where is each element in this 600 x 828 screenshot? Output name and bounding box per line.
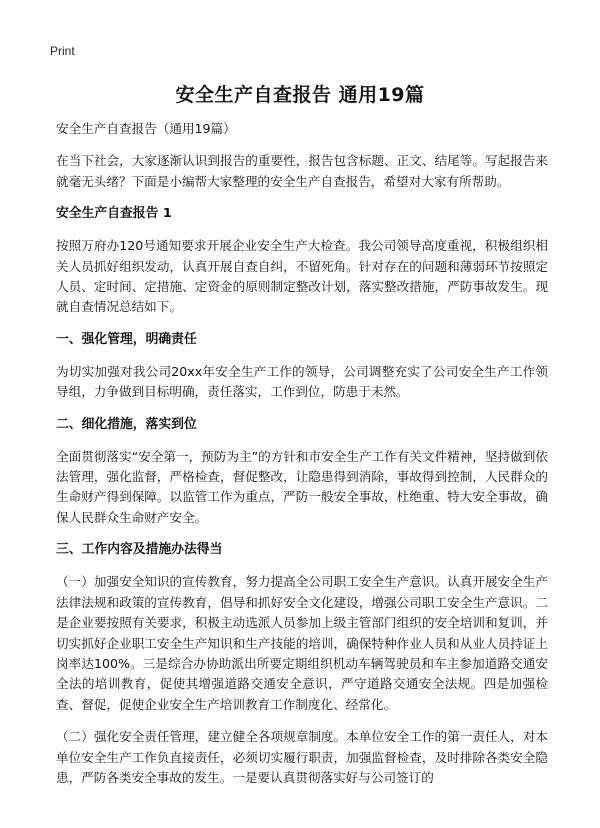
section-paragraph: 按照万府办120号通知要求开展企业安全生产大检查。我公司领导高度重视，积极组织相关人员抓好组织发动，认真开展自查自纠，不留死角。针对存在的问题和薄弱环节按照定人员、定时间、定措施、定资金的原则制定整改计划，落实整改措施，严防事故发生。现就自查情况总结如下。	[56, 238, 548, 315]
subsection-paragraph-2: 全面贯彻落实“安全第一，预防为主”的方针和市安全生产工作有关文件精神，坚持做到依法管理，强化监督，严格检查，督促整改，让隐患得到消除，事故得到控制，人民群众的生命财产得到保障。以监管工作为重点，严防一般安全事故，杜绝重、特大安全事故，确保人民群众生命财产安全。	[56, 448, 548, 525]
subsection-heading-3: 三、工作内容及措施办法得当	[56, 542, 223, 558]
document-body	[56, 119, 548, 800]
section-heading: 安全生产自查报告 1	[56, 206, 172, 222]
intro-paragraph: 在当下社会，大家逐渐认识到报告的重要性，报告包含标题、正文、结尾等。写起报告来就毫无头绪？下面是小编帮大家整理的安全生产自查报告，希望对大家有所帮助。	[56, 153, 548, 189]
subsection-paragraph-3a: （一）加强安全知识的宣传教育，努力提高全公司职工安全生产意识。认真开展安全生产法律法规和政策的宣传教育，倡导和抓好安全文化建设，增强公司职工安全生产意识。二是企业要按照有关要求，积极主动选派人员参加上级主管部门组织的安全培训和复训，并切实抓好企业职工安全生产知识和生产技能的培训，确保特种作业人员和从业人员持证上岗率达100%。三是综合办协助派出所要定期组织机动车辆驾驶员和车主参加道路交通安全法的培训教育，促使其增强道路交通安全意识，严守道路交通安全法规。四是加强检查、督促，促使企业安全生产培训教育工作制度化、经常化。	[56, 574, 548, 712]
subsection-paragraph-1: 为切实加强对我公司20xx年安全生产工作的领导，公司调整充实了公司安全生产工作领导组，力争做到目标明确，责任落实，工作到位，防患于未然。	[56, 363, 548, 400]
document-subtitle: 安全生产自查报告（通用19篇）	[56, 121, 236, 136]
page-title: 安全生产自查报告 通用19篇	[175, 84, 425, 106]
subsection-paragraph-3b: （二）强化安全责任管理，建立健全各项规章制度。本单位安全工作的第一责任人，对本单位安全生产工作负直接责任，必须切实履行职责，加强监督检查，及时排除各类安全隐患，严防各类安全事故的发生。一是要认真贯彻落实好与公司签订的	[56, 729, 548, 785]
print-label: Print	[50, 44, 75, 58]
subsection-heading-1: 一、强化管理，明确责任	[56, 331, 197, 347]
subsection-heading-2: 二、细化措施，落实到位	[56, 416, 197, 432]
